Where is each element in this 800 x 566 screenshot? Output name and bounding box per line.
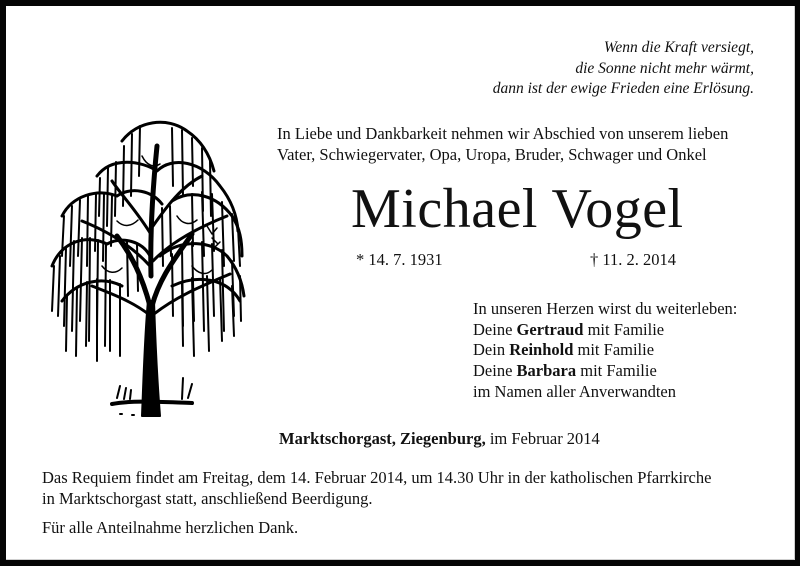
birth-date: * 14. 7. 1931 xyxy=(356,250,443,269)
requiem-notice xyxy=(42,467,711,509)
place-locations: Marktschorgast, Ziegenburg, xyxy=(279,429,486,448)
member-name: Barbara xyxy=(516,361,577,381)
member-prefix: Deine xyxy=(473,319,517,339)
family-closing: im Namen aller Anverwandten xyxy=(473,381,676,401)
requiem-line: Das Requiem findet am Freitag, dem 14. Februar 2014, um 14.30 Uhr in der katholischen Pfarrkirche xyxy=(42,468,712,487)
death-date: † 11. 2. 2014 xyxy=(590,250,677,269)
member-name: Gertraud xyxy=(516,319,584,339)
intro-text xyxy=(277,123,728,165)
intro-line: In Liebe und Dankbarkeit nehmen wir Abschied von unserem lieben xyxy=(277,124,729,143)
member-suffix: mit Familie xyxy=(576,361,657,381)
member-suffix: mit Familie xyxy=(583,319,665,339)
member-name: Reinhold xyxy=(509,340,574,360)
family-member xyxy=(473,320,737,341)
deceased-name: Michael Vogel xyxy=(351,178,684,240)
poem-line: dann ist der ewige Frieden eine Erlösung. xyxy=(492,80,754,97)
family-heading: In unseren Herzen wirst du weiterleben: xyxy=(473,299,738,318)
weeping-willow-tree-icon xyxy=(42,116,252,421)
requiem-line: in Marktschorgast statt, anschließend Beerdigung. xyxy=(42,489,373,508)
poem xyxy=(493,38,754,100)
family-signatures xyxy=(473,299,737,403)
place-month: im Februar 2014 xyxy=(485,429,600,448)
member-prefix: Deine xyxy=(473,361,517,381)
thanks-text: Für alle Anteilnahme herzlichen Dank. xyxy=(42,518,299,537)
obituary-notice xyxy=(6,6,795,560)
family-member xyxy=(473,340,737,361)
member-prefix: Dein xyxy=(473,340,510,360)
intro-line: Vater, Schwiegervater, Opa, Uropa, Bruder, Schwager und Onkel xyxy=(277,145,707,164)
family-member xyxy=(473,361,737,382)
member-suffix: mit Familie xyxy=(573,340,655,360)
place-date xyxy=(279,429,600,449)
poem-line: die Sonne nicht mehr wärmt, xyxy=(575,59,754,77)
poem-line: Wenn die Kraft versiegt, xyxy=(603,39,754,56)
